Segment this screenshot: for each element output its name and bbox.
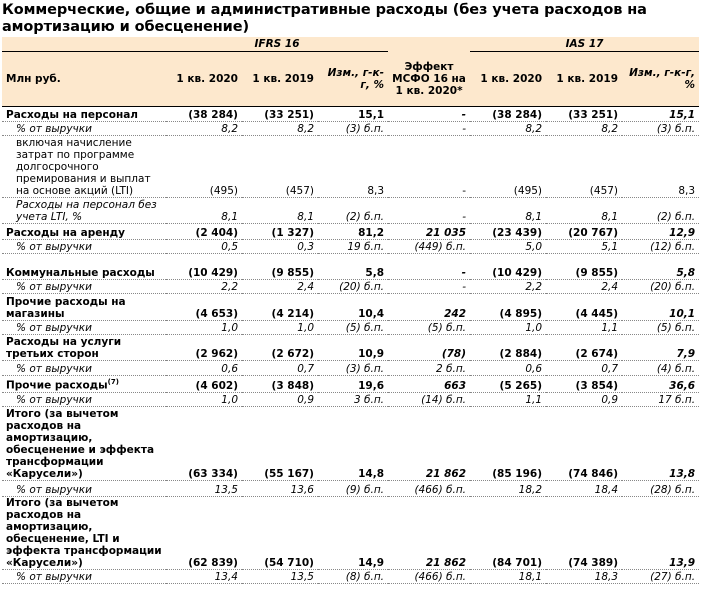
row-value: 5,0 (470, 240, 546, 254)
row-value: 2,4 (546, 280, 622, 294)
group-ifrs16: IFRS 16 (166, 37, 388, 52)
row-value: (5) б.п. (622, 321, 699, 335)
row-value: (3 854) (546, 376, 622, 393)
row-value: (33 251) (242, 107, 318, 122)
row-value: (12) б.п. (622, 240, 699, 254)
row-value: (23 439) (470, 224, 546, 240)
row-value: (4 895) (470, 294, 546, 321)
row-value: (20) б.п. (318, 280, 388, 294)
row-label: % от выручки (2, 569, 166, 583)
row-value: (4 602) (166, 376, 242, 393)
row-value: 15,1 (622, 107, 699, 122)
table-row (2, 224, 699, 240)
group-header-spacer-effect (388, 37, 470, 52)
row-value: (4) б.п. (622, 361, 699, 376)
table-row (2, 294, 699, 321)
row-value: 18,3 (546, 569, 622, 583)
row-value: (2 962) (166, 335, 242, 361)
row-value: 242 (388, 294, 470, 321)
row-value: (2 674) (546, 335, 622, 361)
row-value: - (388, 254, 470, 280)
row-value: 19 б.п. (318, 240, 388, 254)
row-value: (466) б.п. (388, 569, 470, 583)
row-value: 14,9 (318, 496, 388, 569)
row-value: (54 710) (242, 496, 318, 569)
row-value: 36,6 (622, 376, 699, 393)
table-row (2, 122, 699, 136)
row-label: Итого (за вычетом расходов на амортизацию, обесценение и эффекта трансформации «Карусели») (2, 406, 166, 480)
row-label: Расходы на услуги третьих сторон (2, 335, 166, 361)
row-value: 5,1 (546, 240, 622, 254)
row-value: 18,2 (470, 480, 546, 496)
row-value: 13,9 (622, 496, 699, 569)
row-value: 15,1 (318, 107, 388, 122)
row-value: (14) б.п. (388, 392, 470, 406)
row-value: (27) б.п. (622, 569, 699, 583)
row-value: 13,4 (166, 569, 242, 583)
row-label: Итого (за вычетом расходов на амортизацию, обесценение, LTI и эффекта трансформации «Карусели») (2, 496, 166, 569)
row-value: (1 327) (242, 224, 318, 240)
row-value: 5,8 (318, 254, 388, 280)
row-value: (20) б.п. (622, 280, 699, 294)
row-value: 0,6 (166, 361, 242, 376)
row-value: (2 672) (242, 335, 318, 361)
row-value: 5,8 (622, 254, 699, 280)
row-value: 81,2 (318, 224, 388, 240)
row-value: (3) б.п. (318, 361, 388, 376)
row-value: 1,1 (470, 392, 546, 406)
row-value: 8,1 (166, 198, 242, 224)
table-row (2, 107, 699, 122)
table-row (2, 406, 699, 480)
row-value: - (388, 198, 470, 224)
row-value: 8,2 (242, 122, 318, 136)
row-value: 21 862 (388, 406, 470, 480)
row-value: 2 б.п. (388, 361, 470, 376)
row-value: (2 404) (166, 224, 242, 240)
row-value: 8,2 (546, 122, 622, 136)
row-value: (78) (388, 335, 470, 361)
sga-expenses-table (2, 37, 699, 584)
row-value: (38 284) (166, 107, 242, 122)
row-value: 13,6 (242, 480, 318, 496)
row-value: 17 б.п. (622, 392, 699, 406)
row-value: (85 196) (470, 406, 546, 480)
row-value: (3 848) (242, 376, 318, 393)
row-value: (2) б.п. (318, 198, 388, 224)
row-value: (4 214) (242, 294, 318, 321)
row-label: % от выручки (2, 240, 166, 254)
row-value: (4 445) (546, 294, 622, 321)
row-value: (3) б.п. (622, 122, 699, 136)
row-value: 13,5 (242, 569, 318, 583)
table-row (2, 335, 699, 361)
row-value: 1,0 (166, 392, 242, 406)
table-row (2, 496, 699, 569)
row-value: 18,4 (546, 480, 622, 496)
row-value: (4 653) (166, 294, 242, 321)
row-value: 1,1 (546, 321, 622, 335)
row-value: 8,1 (470, 198, 546, 224)
row-value: 13,5 (166, 480, 242, 496)
row-value: (38 284) (470, 107, 546, 122)
row-value: 10,4 (318, 294, 388, 321)
row-label: % от выручки (2, 122, 166, 136)
row-value: (495) (470, 136, 546, 198)
row-value: 8,2 (470, 122, 546, 136)
row-value: 7,9 (622, 335, 699, 361)
table-row (2, 569, 699, 583)
row-value: (9) б.п. (318, 480, 388, 496)
row-value: 8,1 (242, 198, 318, 224)
row-value: (28) б.п. (622, 480, 699, 496)
row-value: 663 (388, 376, 470, 393)
row-value: (84 701) (470, 496, 546, 569)
row-value: 0,9 (546, 392, 622, 406)
row-value: (5) б.п. (318, 321, 388, 335)
row-value: 14,8 (318, 406, 388, 480)
table-row (2, 376, 699, 393)
row-value: 0,6 (470, 361, 546, 376)
row-value: (63 334) (166, 406, 242, 480)
row-label: включая начисление затрат по программе долгосрочного премирования и выплат на основе акций (LTI) (2, 136, 166, 198)
table-row (2, 392, 699, 406)
row-value: (9 855) (242, 254, 318, 280)
unit-label: Млн руб. (2, 52, 166, 107)
col-q1-2020-ifrs: 1 кв. 2020 (166, 52, 242, 107)
row-value: - (388, 107, 470, 122)
row-value: (3) б.п. (318, 122, 388, 136)
row-value: (20 767) (546, 224, 622, 240)
row-value: 21 035 (388, 224, 470, 240)
row-value: (74 389) (546, 496, 622, 569)
row-label: % от выручки (2, 321, 166, 335)
col-ifrs16-effect: Эффект МСФО 16 на 1 кв. 2020* (388, 52, 470, 107)
table-row (2, 254, 699, 280)
col-q1-2019-ifrs: 1 кв. 2019 (242, 52, 318, 107)
row-value: 2,2 (470, 280, 546, 294)
row-value: 13,8 (622, 406, 699, 480)
col-q1-2019-ias: 1 кв. 2019 (546, 52, 622, 107)
row-value: 1,0 (470, 321, 546, 335)
row-value: (457) (546, 136, 622, 198)
group-header-spacer (2, 37, 166, 52)
row-value: 10,9 (318, 335, 388, 361)
row-label: Расходы на персонал (2, 107, 166, 122)
row-value: - (388, 136, 470, 198)
row-value: 12,9 (622, 224, 699, 240)
row-value: 3 б.п. (318, 392, 388, 406)
col-q1-2020-ias: 1 кв. 2020 (470, 52, 546, 107)
footnote-marker: (7) (107, 378, 119, 386)
row-label: % от выручки (2, 480, 166, 496)
row-value: (62 839) (166, 496, 242, 569)
row-value: 0,9 (242, 392, 318, 406)
row-value: (449) б.п. (388, 240, 470, 254)
row-value: (495) (166, 136, 242, 198)
group-ias17: IAS 17 (470, 37, 699, 52)
row-value: (457) (242, 136, 318, 198)
row-value: 21 862 (388, 496, 470, 569)
row-label: Коммунальные расходы (2, 254, 166, 280)
row-value: 0,7 (242, 361, 318, 376)
row-value: 2,2 (166, 280, 242, 294)
row-label: Расходы на аренду (2, 224, 166, 240)
row-value: 1,0 (242, 321, 318, 335)
row-value: 0,3 (242, 240, 318, 254)
row-value: 8,1 (546, 198, 622, 224)
row-value: (74 846) (546, 406, 622, 480)
row-value: - (388, 122, 470, 136)
row-value: 8,2 (166, 122, 242, 136)
row-label: Прочие расходы$^{(7)}$ (2, 376, 166, 393)
table-body (2, 107, 699, 584)
table-row (2, 240, 699, 254)
page-title: Коммерческие, общие и административные расходы (без учета расходов на амортизацию и обесценение) (2, 2, 647, 35)
row-value: 0,7 (546, 361, 622, 376)
row-value: (5 265) (470, 376, 546, 393)
row-value: (2 884) (470, 335, 546, 361)
row-value: (33 251) (546, 107, 622, 122)
row-value: 8,3 (318, 136, 388, 198)
row-value: (10 429) (166, 254, 242, 280)
row-label: % от выручки (2, 392, 166, 406)
row-value: 2,4 (242, 280, 318, 294)
row-label: Расходы на персонал без учета LTI, % (2, 198, 166, 224)
table-row (2, 361, 699, 376)
row-value: (466) б.п. (388, 480, 470, 496)
row-label: Прочие расходы на магазины (2, 294, 166, 321)
column-header-row (2, 52, 699, 107)
table-row (2, 280, 699, 294)
row-value: 19,6 (318, 376, 388, 393)
row-value: 18,1 (470, 569, 546, 583)
table-row (2, 321, 699, 335)
row-label: % от выручки (2, 280, 166, 294)
table-row (2, 198, 699, 224)
row-value: (8) б.п. (318, 569, 388, 583)
col-change-ifrs: Изм., г-к-г, % (318, 52, 388, 107)
row-value: 0,5 (166, 240, 242, 254)
row-value: - (388, 280, 470, 294)
row-value: (9 855) (546, 254, 622, 280)
row-value: (55 167) (242, 406, 318, 480)
row-value: (5) б.п. (388, 321, 470, 335)
row-value: (10 429) (470, 254, 546, 280)
col-change-ias: Изм., г-к-г, % (622, 52, 699, 107)
row-label: % от выручки (2, 361, 166, 376)
row-value: 1,0 (166, 321, 242, 335)
row-value: 8,3 (622, 136, 699, 198)
table-row (2, 480, 699, 496)
table-row (2, 136, 699, 198)
group-header-row (2, 37, 699, 52)
row-value: (2) б.п. (622, 198, 699, 224)
row-value: 10,1 (622, 294, 699, 321)
